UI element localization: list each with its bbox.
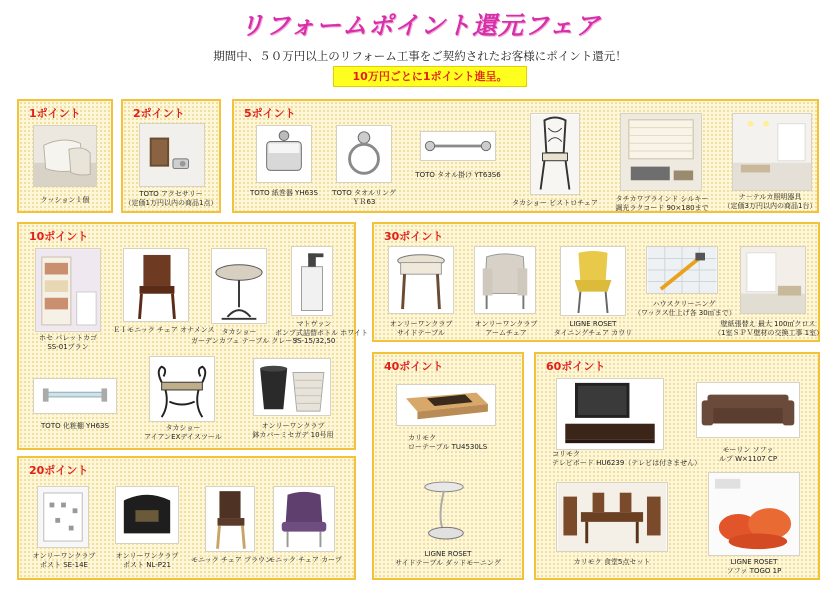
item-caption: オンリーワンクラブ 鉢カバーミセガデ 10号用 — [252, 422, 334, 439]
sofa-photo — [696, 382, 800, 438]
low-table-photo — [396, 384, 496, 426]
item-caption: カリモク 食堂5点セット — [573, 558, 651, 566]
item-caption: タカショー ビストロチェア — [512, 199, 598, 207]
points-banner: 10万円ごとに1ポイント進呈。 — [333, 66, 527, 87]
bistro-chair-photo — [530, 113, 580, 195]
panel-label: 60ポイント — [546, 360, 606, 373]
panel-2-point — [121, 99, 221, 213]
item-caption: マトヴァン ポンプ式詰替ボトル ホワイト SS-15/32,50 — [275, 320, 369, 345]
item-caption: TOTO タオル掛け YT63S6 — [415, 171, 501, 179]
garden-table-photo — [211, 248, 267, 324]
item-caption: モニック チェア ブラウン — [191, 556, 272, 564]
item-caption: ナ－テルカ照明器具 （定価3万円以内の商品1台） — [723, 193, 817, 210]
mailbox-black-photo — [115, 486, 179, 544]
side-table-photo — [388, 246, 454, 314]
panel-label: 1ポイント — [29, 107, 81, 120]
item-caption: クッション１個 — [40, 196, 90, 204]
panel-5-point — [232, 99, 819, 213]
round-side-table-photo — [416, 478, 472, 544]
page-subtitle: 期間中、５０万円以上のリフォーム工事をご契約されたお客様にポイント還元！ — [213, 49, 627, 63]
cleaning-photo — [646, 246, 718, 294]
item-caption: タカショー アイアンEXデイスツール — [144, 424, 222, 441]
item-caption: ホセ パレットカゴ SS-01ブラン — [39, 334, 97, 351]
panel-label: 30ポイント — [384, 230, 444, 243]
item-caption: カリモク ローテーブル TU4530LS — [408, 434, 488, 451]
panel-label: 2ポイント — [133, 107, 185, 120]
item-caption: TOTO 化粧棚 YH63S — [41, 422, 109, 430]
toilet-accessory-photo — [139, 123, 205, 187]
panel-20-point — [17, 456, 356, 580]
item-caption: オンリーワンクラブ ポスト SE-14E — [32, 552, 96, 569]
panel-label: 20ポイント — [29, 464, 89, 477]
item-caption: オンリーワンクラブ アームチェア — [474, 320, 538, 337]
item-caption: LIGNE ROSET タイニングチェア カウリ — [553, 320, 633, 337]
item-caption: オンリーワンクラブ サイドテーブル — [389, 320, 453, 337]
item-caption: タチカワブラインド シルキー 調光ラクコード 90×180まで — [615, 195, 709, 212]
blind-room-photo — [620, 113, 702, 191]
tv-board-photo — [556, 378, 664, 450]
item-caption: 壁紙張替え 最大 100㎡クロス （1室ＳＰＶ壁材の交換工事 1室） — [714, 320, 824, 337]
panel-10-point — [17, 222, 369, 450]
item-caption: ハウスクリーニング （ワックス仕上げ各 30㎡まで） — [634, 300, 736, 317]
item-caption: コリモク テレビボード HU6239（テレビは付きません） — [552, 450, 702, 467]
dining-chair-photo — [205, 486, 255, 552]
panel-label: 5ポイント — [244, 107, 296, 120]
item-caption: TOTO アクセサリー （定価1万円以内の商品1点） — [124, 190, 218, 207]
lighting-room-photo — [732, 113, 812, 191]
item-caption: TOTO タオルリング ＹＲ63 — [332, 189, 396, 206]
glass-shelf-photo — [33, 378, 117, 414]
wallpaper-room-photo — [740, 246, 806, 314]
item-caption: タカショー ガーデンカフェ テーブル クレーナ — [191, 328, 300, 345]
item-caption: オンリーワンクラブ ポスト NL-P21 — [115, 552, 179, 569]
towel-ring-photo — [336, 125, 392, 183]
panel-1-point — [17, 99, 113, 213]
item-caption: TOTO 紙巻器 YH63S — [250, 189, 318, 197]
panel-40-point — [372, 352, 524, 580]
panel-label: 10ポイント — [29, 230, 89, 243]
item-caption: モニック チェア カーブ — [268, 556, 342, 564]
item-caption: ＥＩモニック チェア オナメンス — [113, 326, 215, 334]
iron-stool-photo — [149, 356, 215, 422]
towel-bar-photo — [420, 131, 496, 161]
cushion-photo — [33, 125, 97, 187]
item-caption: LIGNE ROSET ソファ TOGO 1P — [726, 558, 782, 575]
dining-set-photo — [556, 482, 668, 552]
panel-label: 40ポイント — [384, 360, 444, 373]
mailbox-white-photo — [37, 486, 89, 548]
page-title: リフォームポイント還元フェア — [239, 11, 601, 40]
panel-60-point — [534, 352, 820, 580]
armchair-purple-photo — [273, 486, 335, 552]
togo-sofa-photo — [708, 472, 800, 556]
yellow-chair-photo — [560, 246, 626, 316]
planter-photo — [253, 358, 331, 416]
storage-shelf-photo — [35, 248, 101, 332]
arm-chair-photo — [474, 246, 536, 314]
paper-holder-photo — [256, 125, 312, 183]
panel-30-point — [372, 222, 824, 342]
pump-bottle-photo — [291, 246, 333, 316]
item-caption: モーリン ソファ ルプ W×1107 CP — [718, 446, 778, 463]
item-caption: LIGNE ROSET サイドテーブル ダッドモーニング — [395, 550, 501, 567]
wood-chair-photo — [123, 248, 189, 322]
